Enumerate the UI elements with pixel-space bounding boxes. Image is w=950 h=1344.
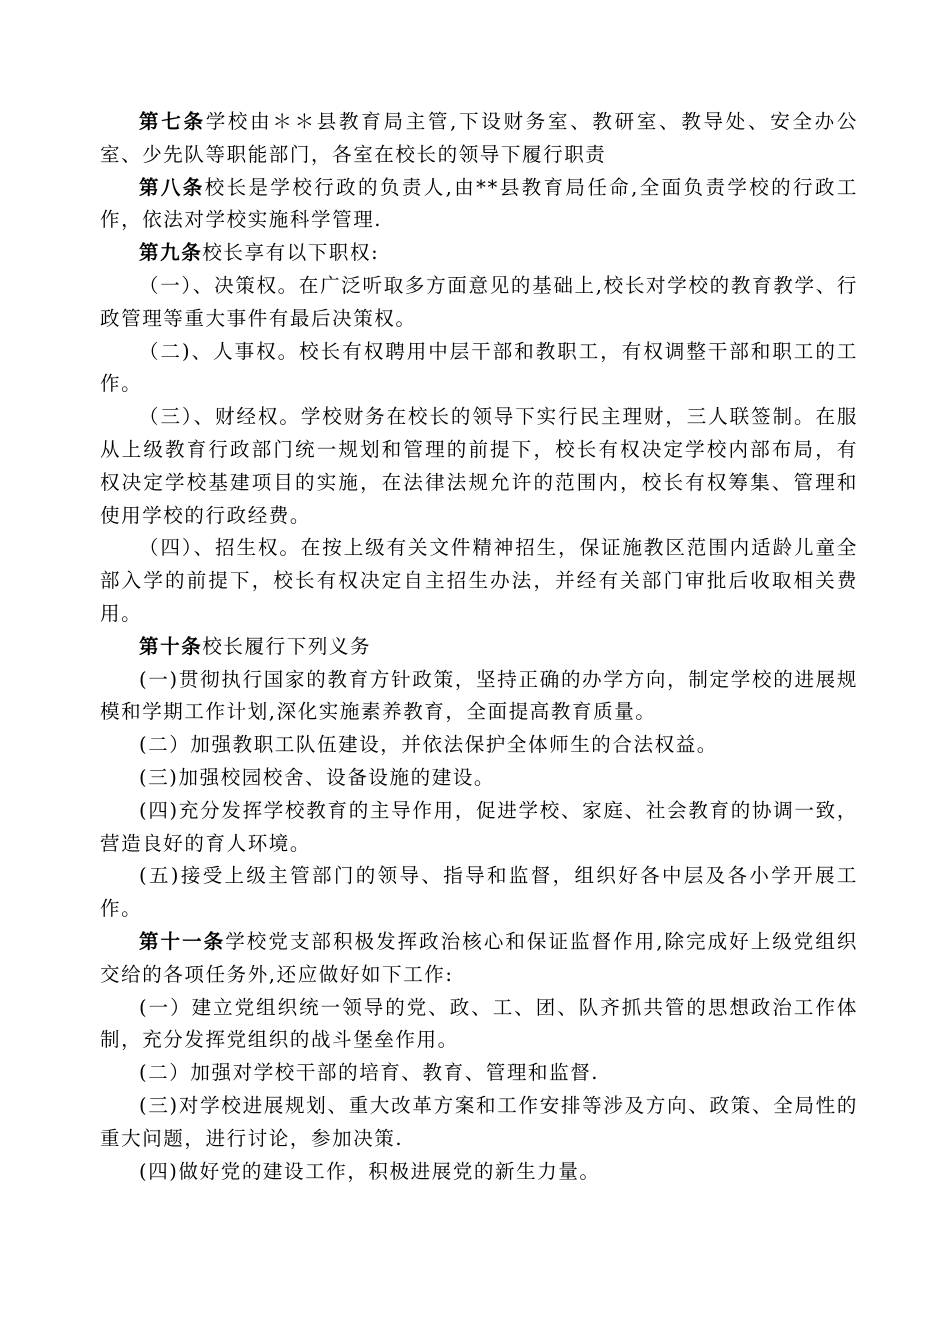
article-10-paragraph	[100, 631, 858, 664]
article-heading: 第十一条	[139, 929, 226, 953]
article-text: 学校党支部积极发挥政治核心和保证监督作用,除完成好上级党组织交给的各项任务外,还应做好如下工作:	[100, 929, 859, 986]
article-8-paragraph	[100, 172, 858, 238]
article-11-item-3	[100, 1090, 858, 1156]
article-9-item-2	[100, 336, 858, 402]
article-text: 校长享有以下职权:	[202, 241, 380, 265]
article-10-item-5	[100, 860, 858, 926]
item-text: (二）加强教职工队伍建设，并依法保护全体师生的合法权益。	[139, 733, 718, 757]
item-text: （二)、人事权。校长有权聘用中层干部和教职工，有权调整干部和职工的工作。	[100, 339, 858, 396]
article-9-item-3	[100, 401, 858, 532]
item-text: （一）、决策权。在广泛听取多方面意见的基础上,校长对学校的教育教学、行政管理等重大事件有最后决策权。	[100, 273, 858, 330]
item-text: (三)加强校园校舍、设备设施的建设。	[139, 765, 496, 789]
article-text: 学校由＊＊县教育局主管,下设财务室、教研室、教导处、安全办公室、少先队等职能部门，各室在校长的领导下履行职责	[100, 110, 858, 166]
item-text: (三)对学校进展规划、重大改革方案和工作安排等涉及方向、政策、全局性的重大问题，进行讨论，参加决策.	[100, 1093, 858, 1150]
article-heading: 第九条	[139, 241, 203, 265]
article-text: 校长履行下列义务	[202, 634, 372, 658]
article-heading: 第十条	[139, 634, 203, 658]
article-11-paragraph	[100, 926, 858, 992]
item-text: (二）加强对学校干部的培育、教育、管理和监督.	[139, 1061, 600, 1085]
article-11-item-2	[100, 1057, 858, 1090]
article-9-item-4	[100, 532, 858, 630]
article-9-item-1	[100, 270, 858, 336]
article-10-item-2	[100, 729, 858, 762]
document-page	[100, 106, 858, 1188]
item-text: (一）建立党组织统一领导的党、政、工、团、队齐抓共管的思想政治工作体制，充分发挥党组织的战斗堡垒作用。	[100, 995, 858, 1052]
article-9-paragraph	[100, 237, 858, 270]
article-text: 校长是学校行政的负责人,由**县教育局任命,全面负责学校的行政工作，依法对学校实施科学管理.	[100, 175, 858, 232]
article-11-item-4	[100, 1156, 858, 1189]
article-heading: 第八条	[139, 175, 205, 199]
item-text: (五)接受上级主管部门的领导、指导和监督，组织好各中层及各小学开展工作。	[100, 864, 858, 921]
item-text: （四）、招生权。在按上级有关文件精神招生，保证施教区范围内适龄儿童全部入学的前提下，校长有权决定自主招生办法，并经有关部门审批后收取相关费用。	[100, 536, 858, 625]
item-text: （三）、财经权。学校财务在校长的领导下实行民主理财，三人联签制。在服从上级教育行政部门统一规划和管理的前提下，校长有权决定学校内部布局，有权决定学校基建项目的实施，在法律法规允许的范围内，校长有权筹集、管理和使用学校的行政经费。	[100, 405, 858, 527]
article-heading: 第七条	[139, 110, 206, 133]
article-7-paragraph	[100, 106, 858, 172]
item-text: (一)贯彻执行国家的教育方针政策，坚持正确的办学方向，制定学校的进展规模和学期工作计划,深化实施素养教育，全面提高教育质量。	[100, 667, 858, 724]
article-10-item-3	[100, 762, 858, 795]
item-text: (四)做好党的建设工作，积极进展党的新生力量。	[139, 1159, 601, 1183]
article-10-item-4	[100, 795, 858, 861]
article-10-item-1	[100, 664, 858, 730]
item-text: (四)充分发挥学校教育的主导作用，促进学校、家庭、社会教育的协调一致，营造良好的育人环境。	[100, 798, 858, 855]
article-11-item-1	[100, 992, 858, 1058]
